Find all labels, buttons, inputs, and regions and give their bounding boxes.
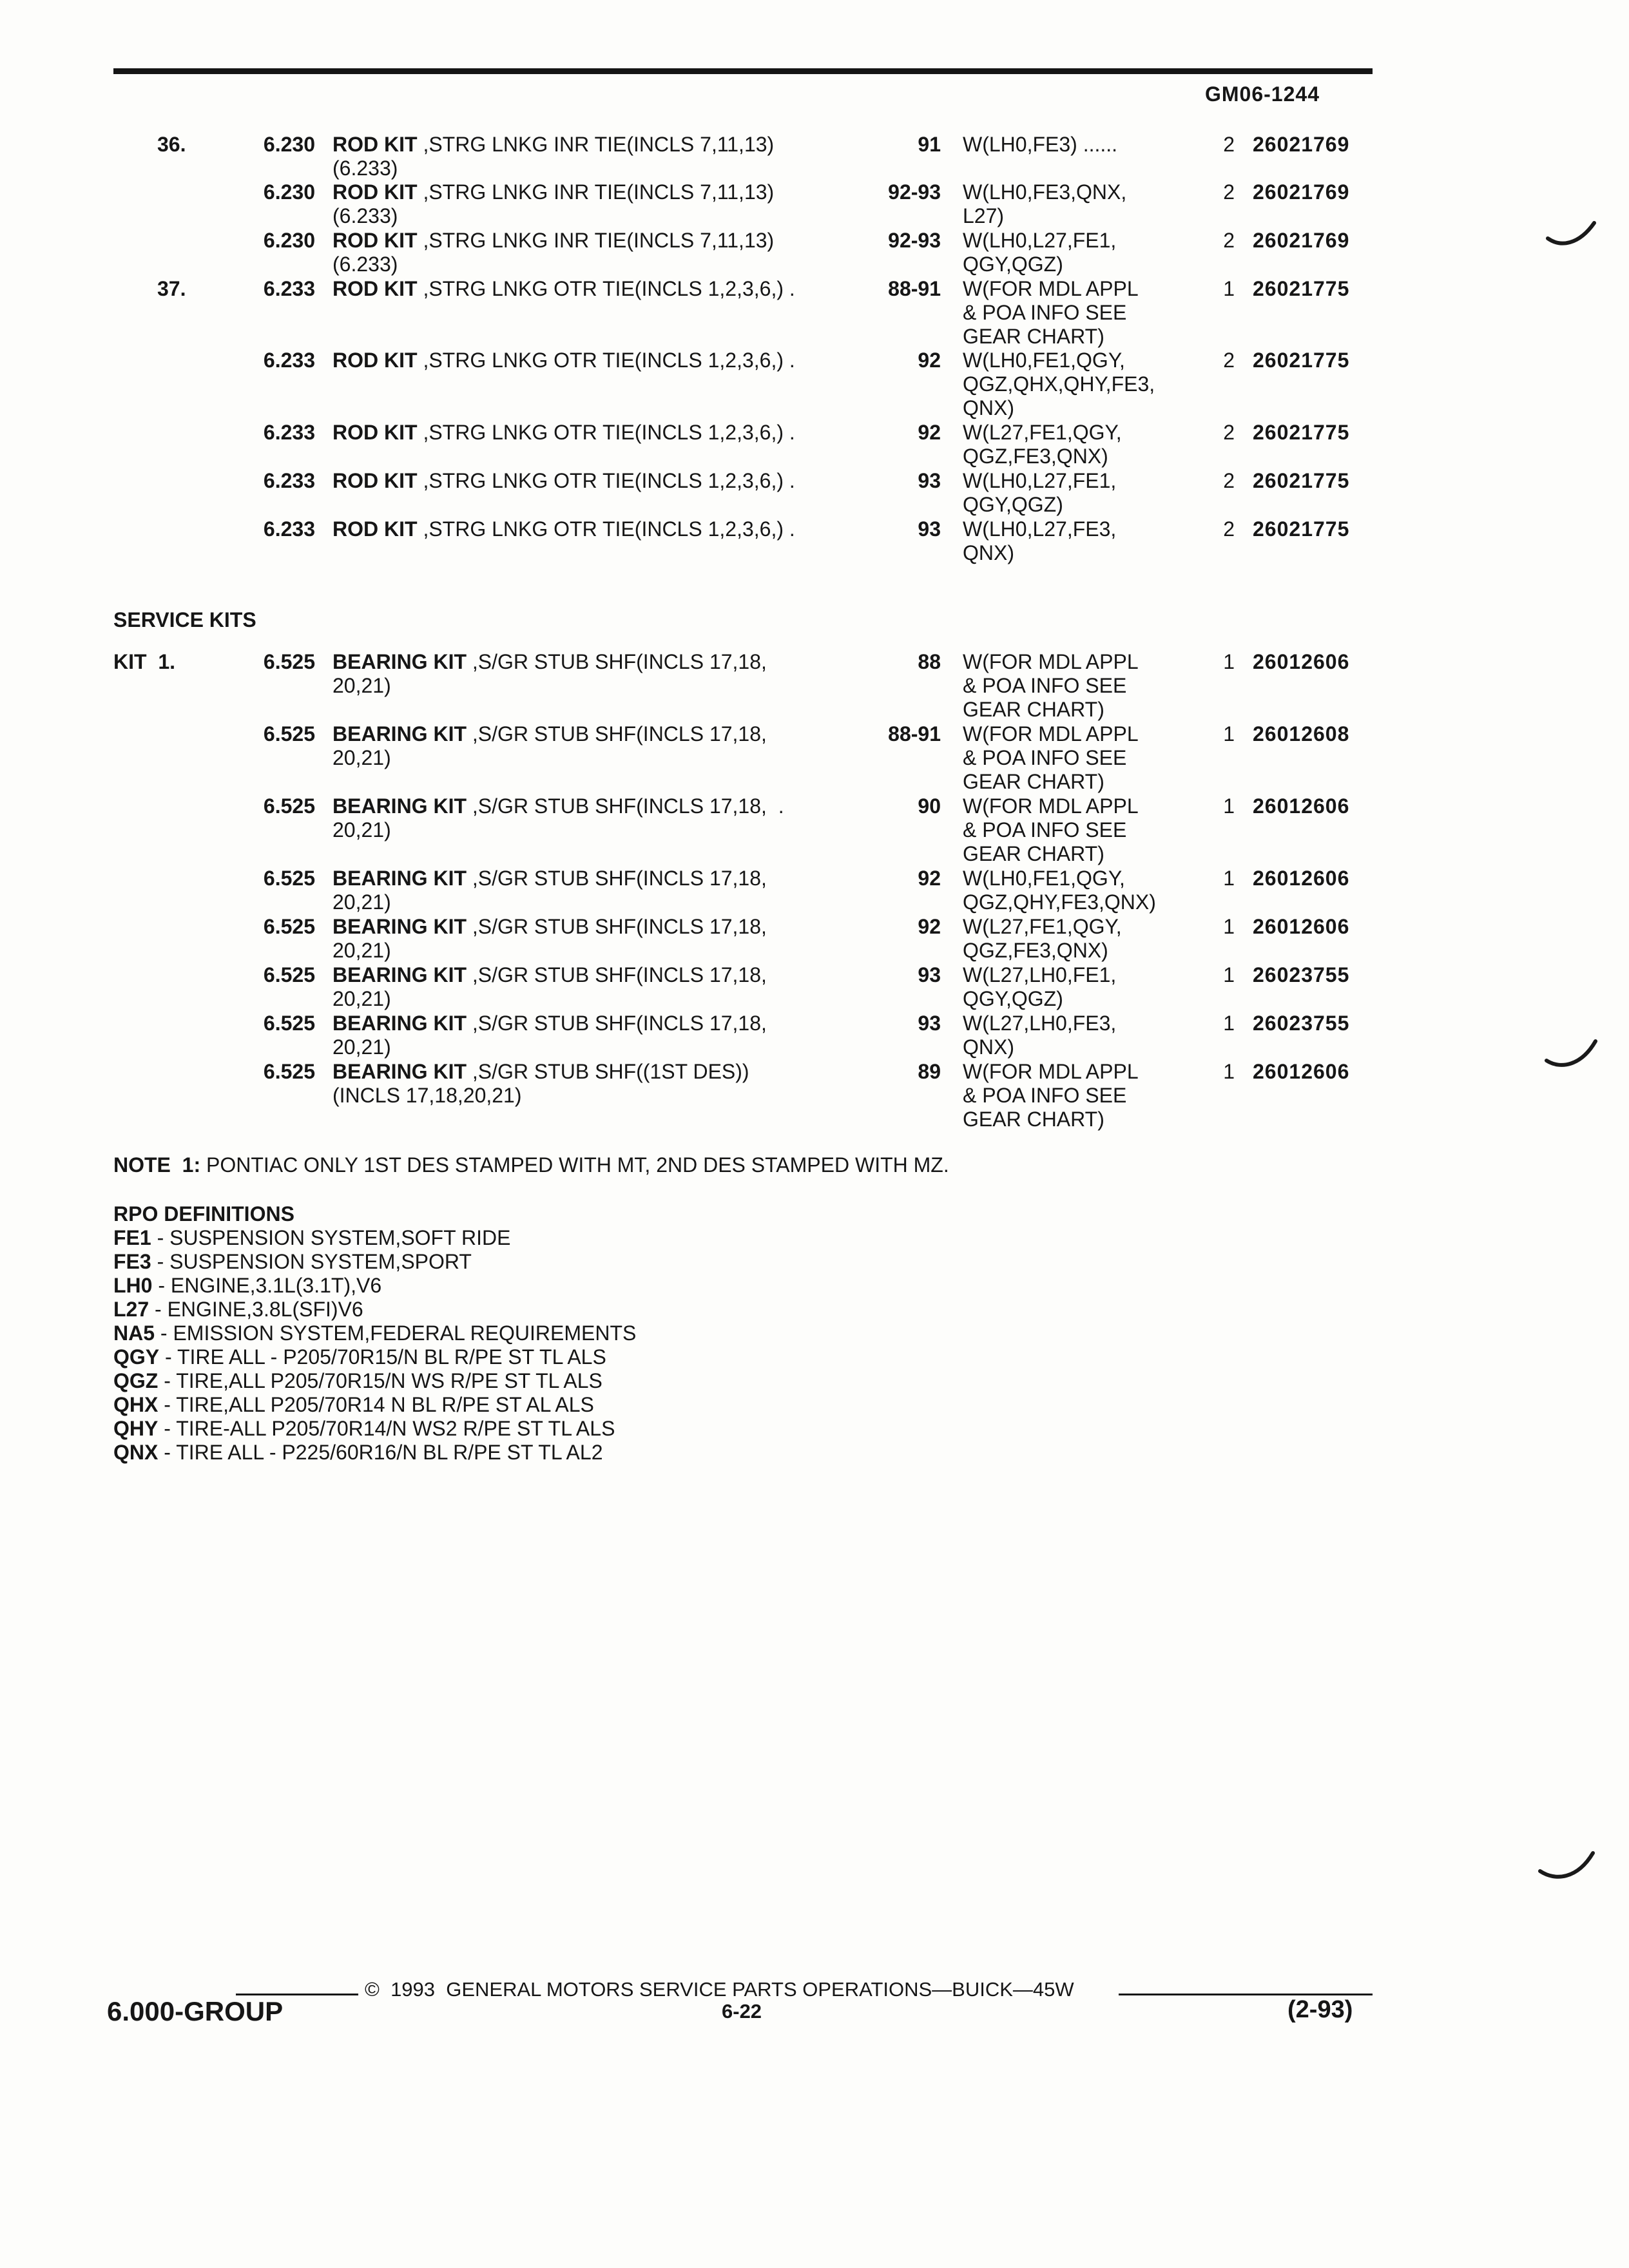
part-number: 26012606 (1253, 867, 1350, 890)
item-name: BEARING KIT (333, 650, 467, 673)
application-line3: QNX) (963, 396, 1014, 419)
application-line1: W(L27,FE1,QGY, (963, 421, 1122, 444)
rpo-code: L27 (113, 1298, 149, 1321)
application-line2: QGY,QGZ) (963, 253, 1063, 276)
footer-group: 6.000-GROUP (107, 1996, 284, 2026)
application (963, 229, 1116, 276)
model-years: 93 (918, 517, 941, 541)
part-number: 26012606 (1253, 650, 1350, 673)
rpo-code: QHY (113, 1417, 159, 1440)
item-name: ROD KIT (333, 229, 418, 252)
item-desc-line1: ,STRG LNKG OTR TIE(INCLS 1,2,3,6,) . (417, 421, 795, 444)
item-desc-line1: ,STRG LNKG INR TIE(INCLS 7,11,13) (417, 133, 775, 156)
part-number: 26023755 (1253, 963, 1350, 986)
application (963, 794, 1139, 866)
group-number: 6.525 (263, 963, 315, 986)
application (963, 133, 1117, 180)
group-number: 6.230 (263, 133, 315, 156)
item-desc-line1: ,S/GR STUB SHF(INCLS 17,18, . (467, 794, 784, 818)
application (963, 1012, 1116, 1059)
item-description (333, 229, 774, 276)
application-line3: GEAR CHART) (963, 698, 1104, 721)
application (963, 963, 1116, 1011)
quantity: 1 (1223, 963, 1235, 986)
item-desc-line2: (6.233) (333, 157, 398, 180)
model-years: 92-93 (888, 229, 941, 252)
footer-rule-left (236, 1994, 358, 1995)
model-years: 93 (918, 963, 941, 986)
group-number: 6.525 (263, 1012, 315, 1035)
model-years: 92 (918, 867, 941, 890)
item-desc-line2: 20,21) (333, 890, 391, 914)
group-number: 6.233 (263, 517, 315, 541)
model-years: 88-91 (888, 277, 941, 300)
rpo-code: FE3 (113, 1250, 151, 1273)
application-line2: & POA INFO SEE (963, 818, 1127, 841)
group-number: 6.233 (263, 277, 315, 300)
application-line3: GEAR CHART) (963, 770, 1104, 793)
application-line3: GEAR CHART) (963, 842, 1104, 865)
application-line1: W(LH0,FE1,QGY, (963, 867, 1125, 890)
item-name: BEARING KIT (333, 1012, 467, 1035)
item-desc-line2: 20,21) (333, 818, 391, 841)
footer-copyright: © 1993 GENERAL MOTORS SERVICE PARTS OPERATIONS—BUICK—45W (365, 1978, 1074, 2001)
item-desc-line1: ,STRG LNKG INR TIE(INCLS 7,11,13) (417, 180, 775, 204)
rpo-text: - TIRE-ALL P205/70R14/N WS2 R/PE ST TL ALS (158, 1417, 615, 1440)
item-name: ROD KIT (333, 349, 418, 372)
item-name: ROD KIT (333, 421, 418, 444)
application (963, 867, 1156, 914)
item-desc-line1: ,STRG LNKG INR TIE(INCLS 7,11,13) (417, 229, 775, 252)
quantity: 1 (1223, 650, 1235, 673)
item-name: ROD KIT (333, 277, 418, 300)
item-desc-line2: 20,21) (333, 746, 391, 769)
part-number: 26021775 (1253, 517, 1350, 541)
application-line1: W(FOR MDL APPL (963, 722, 1139, 745)
quantity: 2 (1223, 517, 1235, 541)
application-line1: W(LH0,L27,FE3, (963, 517, 1117, 541)
application-line2: & POA INFO SEE (963, 746, 1127, 769)
application-line2: QGZ,FE3,QNX) (963, 445, 1108, 468)
note-text: PONTIAC ONLY 1ST DES STAMPED WITH MT, 2ND DES STAMPED WITH MZ. (200, 1153, 949, 1177)
model-years: 93 (918, 469, 941, 492)
group-number: 6.230 (263, 229, 315, 252)
application-line1: W(LH0,FE3) ...... (963, 133, 1118, 156)
item-desc-line2: (6.233) (333, 253, 398, 276)
rpo-text: - TIRE,ALL P205/70R14 N BL R/PE ST AL ALS (158, 1393, 594, 1416)
rpo-text: - EMISSION SYSTEM,FEDERAL REQUIREMENTS (155, 1321, 637, 1345)
part-number: 26021775 (1253, 349, 1350, 372)
model-years: 92-93 (888, 180, 941, 204)
application (963, 1060, 1139, 1131)
application-line1: W(LH0,L27,FE1, (963, 229, 1117, 252)
rpo-code: QNX (113, 1441, 159, 1464)
rpo-item (113, 1369, 636, 1393)
item-name: ROD KIT (333, 133, 418, 156)
application-line2: QGY,QGZ) (963, 987, 1063, 1010)
item-ref: KIT 1. (113, 650, 176, 673)
group-number: 6.525 (263, 915, 315, 938)
item-description (333, 180, 774, 228)
part-number: 26012606 (1253, 1060, 1350, 1083)
application-line2: & POA INFO SEE (963, 301, 1127, 324)
note (113, 1153, 949, 1177)
item-desc-line1: ,S/GR STUB SHF(INCLS 17,18, (467, 650, 767, 673)
part-number: 26012608 (1253, 722, 1350, 745)
rpo-text: - ENGINE,3.8L(SFI)V6 (149, 1298, 363, 1321)
item-desc-line1: ,STRG LNKG OTR TIE(INCLS 1,2,3,6,) . (417, 277, 795, 300)
application-line1: W(L27,FE1,QGY, (963, 915, 1122, 938)
rpo-list (113, 1226, 636, 1465)
application-line2: L27) (963, 204, 1005, 227)
application (963, 722, 1139, 794)
item-ref: 36. (157, 133, 186, 156)
application-line2: QNX) (963, 541, 1014, 564)
rpo-item (113, 1226, 636, 1250)
part-number: 26021775 (1253, 469, 1350, 492)
item-desc-line1: ,S/GR STUB SHF(INCLS 17,18, (467, 915, 767, 938)
rpo-text: - TIRE ALL - P205/70R15/N BL R/PE ST TL ALS (159, 1345, 606, 1369)
rpo-item (113, 1393, 636, 1417)
item-name: BEARING KIT (333, 722, 467, 745)
group-number: 6.233 (263, 421, 315, 444)
item-description (333, 421, 795, 445)
rpo-text: - SUSPENSION SYSTEM,SOFT RIDE (151, 1226, 511, 1249)
rpo-item (113, 1441, 636, 1465)
item-desc-line2: (INCLS 17,18,20,21) (333, 1084, 522, 1107)
application (963, 421, 1122, 468)
item-description (333, 915, 767, 963)
group-number: 6.230 (263, 180, 315, 204)
item-name: ROD KIT (333, 469, 418, 492)
check-mark-icon (1537, 1849, 1595, 1888)
application-line3: GEAR CHART) (963, 325, 1104, 348)
model-years: 89 (918, 1060, 941, 1083)
rpo-code: FE1 (113, 1226, 151, 1249)
model-years: 88-91 (888, 722, 941, 745)
model-years: 88 (918, 650, 941, 673)
rpo-item (113, 1417, 636, 1441)
application-line1: W(FOR MDL APPL (963, 1060, 1139, 1083)
part-number: 26021775 (1253, 421, 1350, 444)
item-description (333, 133, 774, 180)
rpo-definitions (113, 1202, 636, 1465)
rpo-text: - SUSPENSION SYSTEM,SPORT (151, 1250, 472, 1273)
model-years: 92 (918, 421, 941, 444)
item-description (333, 794, 784, 842)
item-description (333, 1012, 767, 1059)
part-number: 26021769 (1253, 229, 1350, 252)
item-description (333, 517, 795, 541)
group-number: 6.233 (263, 349, 315, 372)
quantity: 1 (1223, 1012, 1235, 1035)
item-description (333, 963, 767, 1011)
item-description (333, 650, 767, 698)
quantity: 2 (1223, 180, 1235, 204)
application-line2: QGZ,QHY,FE3,QNX) (963, 890, 1156, 914)
application (963, 469, 1116, 517)
application-line1: W(FOR MDL APPL (963, 794, 1139, 818)
item-name: BEARING KIT (333, 867, 467, 890)
quantity: 1 (1223, 722, 1235, 745)
part-number: 26012606 (1253, 915, 1350, 938)
rpo-title: RPO DEFINITIONS (113, 1202, 294, 1225)
item-description (333, 867, 767, 914)
rpo-item (113, 1298, 636, 1321)
item-desc-line2: (6.233) (333, 204, 398, 227)
item-name: ROD KIT (333, 517, 418, 541)
item-ref: 37. (157, 277, 186, 300)
item-name: ROD KIT (333, 180, 418, 204)
rpo-code: QHX (113, 1393, 159, 1416)
part-number: 26021769 (1253, 180, 1350, 204)
group-number: 6.525 (263, 1060, 315, 1083)
rpo-code: LH0 (113, 1274, 153, 1297)
application-line2: & POA INFO SEE (963, 674, 1127, 697)
application-line2: & POA INFO SEE (963, 1084, 1127, 1107)
item-description (333, 1060, 749, 1108)
item-description (333, 277, 795, 301)
rpo-text: - TIRE ALL - P225/60R16/N BL R/PE ST TL AL2 (158, 1441, 603, 1464)
item-desc-line1: ,S/GR STUB SHF(INCLS 17,18, (467, 1012, 767, 1035)
application-line1: W(L27,LH0,FE1, (963, 963, 1117, 986)
application (963, 180, 1126, 228)
quantity: 2 (1223, 349, 1235, 372)
item-desc-line2: 20,21) (333, 987, 391, 1010)
item-desc-line2: 20,21) (333, 939, 391, 962)
service-kits-heading: SERVICE KITS (113, 608, 256, 631)
footer-rule-right (1119, 1994, 1373, 1995)
catalog-code: GM06-1244 (1205, 82, 1320, 106)
application (963, 650, 1139, 722)
application-line1: W(FOR MDL APPL (963, 277, 1139, 300)
group-number: 6.525 (263, 650, 315, 673)
item-desc-line1: ,S/GR STUB SHF(INCLS 17,18, (467, 867, 767, 890)
note-label: NOTE 1: (113, 1153, 201, 1177)
application-line1: W(LH0,FE1,QGY, (963, 349, 1125, 372)
item-desc-line2: 20,21) (333, 674, 391, 697)
application-line1: W(FOR MDL APPL (963, 650, 1139, 673)
check-mark-icon (1544, 1037, 1598, 1076)
application-line1: W(LH0,FE3,QNX, (963, 180, 1127, 204)
group-number: 6.233 (263, 469, 315, 492)
item-description (333, 349, 795, 372)
rpo-code: QGY (113, 1345, 160, 1369)
rpo-code: NA5 (113, 1321, 155, 1345)
rpo-item (113, 1250, 636, 1274)
group-number: 6.525 (263, 794, 315, 818)
model-years: 93 (918, 1012, 941, 1035)
item-description (333, 469, 795, 493)
footer-page-number: 6-22 (722, 2000, 762, 2023)
item-desc-line1: ,STRG LNKG OTR TIE(INCLS 1,2,3,6,) . (417, 517, 795, 541)
application-line2: QGZ,FE3,QNX) (963, 939, 1108, 962)
item-desc-line1: ,S/GR STUB SHF(INCLS 17,18, (467, 963, 767, 986)
quantity: 1 (1223, 277, 1235, 300)
application (963, 277, 1139, 349)
rpo-text: - ENGINE,3.1L(3.1T),V6 (152, 1274, 382, 1297)
group-number: 6.525 (263, 867, 315, 890)
check-mark-icon (1545, 219, 1597, 251)
application-line1: W(L27,LH0,FE3, (963, 1012, 1117, 1035)
item-desc-line1: ,STRG LNKG OTR TIE(INCLS 1,2,3,6,) . (417, 349, 795, 372)
item-name: BEARING KIT (333, 915, 467, 938)
application-line2: QGZ,QHX,QHY,FE3, (963, 372, 1155, 396)
quantity: 1 (1223, 915, 1235, 938)
rpo-item (113, 1274, 636, 1298)
application (963, 517, 1116, 565)
part-number: 26012606 (1253, 794, 1350, 818)
item-name: BEARING KIT (333, 963, 467, 986)
application (963, 915, 1122, 963)
group-number: 6.525 (263, 722, 315, 745)
item-name: BEARING KIT (333, 794, 467, 818)
rpo-text: - TIRE,ALL P205/70R15/N WS R/PE ST TL ALS (158, 1369, 602, 1392)
quantity: 2 (1223, 229, 1235, 252)
application-line2: QGY,QGZ) (963, 493, 1063, 516)
rpo-item (113, 1345, 636, 1369)
footer-date: (2-93) (1287, 1996, 1353, 2023)
item-description (333, 722, 767, 770)
quantity: 2 (1223, 421, 1235, 444)
application-line3: GEAR CHART) (963, 1108, 1104, 1131)
model-years: 91 (918, 133, 941, 156)
item-desc-line1: ,STRG LNKG OTR TIE(INCLS 1,2,3,6,) . (417, 469, 795, 492)
application-line1: W(LH0,L27,FE1, (963, 469, 1117, 492)
rpo-item (113, 1321, 636, 1345)
quantity: 2 (1223, 469, 1235, 492)
model-years: 90 (918, 794, 941, 818)
part-number: 26021775 (1253, 277, 1350, 300)
item-name: BEARING KIT (333, 1060, 467, 1083)
item-desc-line1: ,S/GR STUB SHF((1ST DES)) (467, 1060, 749, 1083)
quantity: 1 (1223, 1060, 1235, 1083)
part-number: 26023755 (1253, 1012, 1350, 1035)
application-line2: QNX) (963, 1035, 1014, 1059)
quantity: 1 (1223, 867, 1235, 890)
rpo-code: QGZ (113, 1369, 159, 1392)
item-desc-line2: 20,21) (333, 1035, 391, 1059)
item-desc-line1: ,S/GR STUB SHF(INCLS 17,18, (467, 722, 767, 745)
top-rule (113, 68, 1373, 74)
part-number: 26021769 (1253, 133, 1350, 156)
model-years: 92 (918, 349, 941, 372)
application (963, 349, 1155, 420)
model-years: 92 (918, 915, 941, 938)
quantity: 2 (1223, 133, 1235, 156)
quantity: 1 (1223, 794, 1235, 818)
